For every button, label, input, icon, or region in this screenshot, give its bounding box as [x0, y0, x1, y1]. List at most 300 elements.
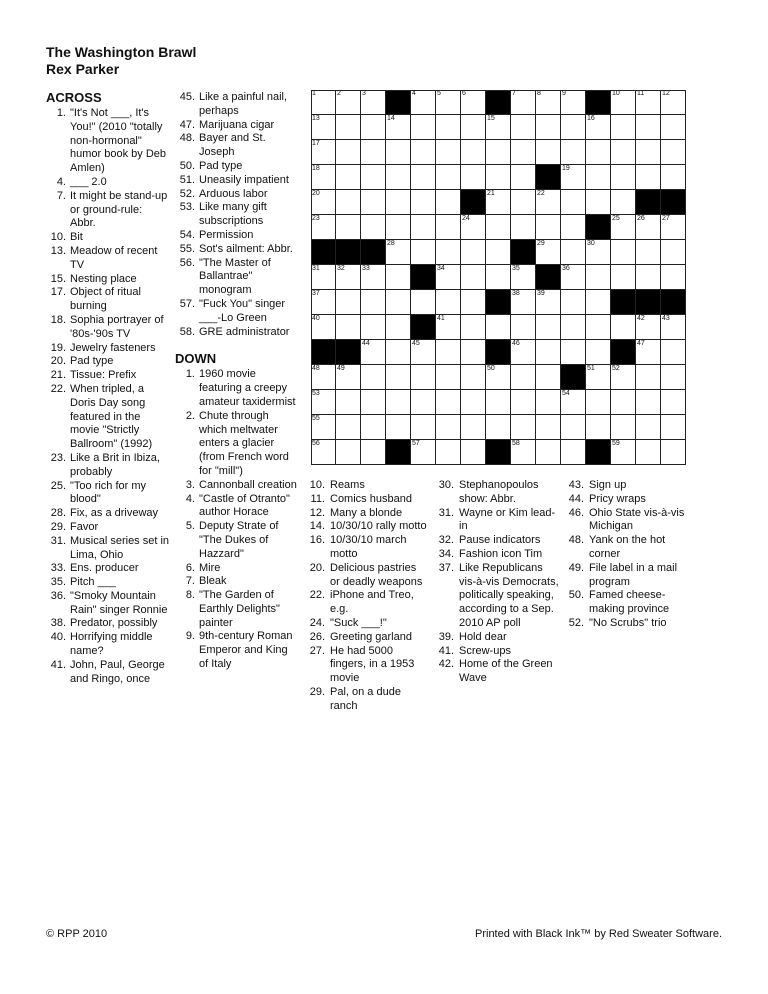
clue-item[interactable] [175, 326, 299, 340]
clue-item[interactable] [565, 562, 689, 590]
grid-cell[interactable] [636, 340, 661, 365]
grid-cell[interactable] [361, 340, 386, 365]
grid-cell[interactable] [336, 140, 361, 165]
grid-cell[interactable] [561, 415, 586, 440]
clue-item[interactable] [306, 631, 428, 645]
grid-cell[interactable] [311, 290, 336, 315]
grid-cell[interactable] [536, 140, 561, 165]
clue-text: Pricy wraps [589, 492, 646, 505]
clue-item[interactable] [46, 369, 170, 383]
grid-cell[interactable] [561, 440, 586, 465]
clue-item[interactable] [306, 534, 428, 562]
clue-text: 9th-century Roman Emperor and King of Italy [199, 630, 293, 671]
clue-item[interactable] [435, 534, 559, 548]
grid-cell[interactable] [486, 190, 511, 215]
grid-cell[interactable] [561, 315, 586, 340]
clue-text: Pad type [70, 355, 114, 368]
clue-item[interactable] [46, 314, 170, 342]
clue-item[interactable] [46, 231, 170, 245]
grid-cell[interactable] [336, 365, 361, 390]
grid-cell[interactable] [561, 265, 586, 290]
grid-cell[interactable] [386, 340, 411, 365]
grid-cell[interactable] [436, 215, 461, 240]
clue-item[interactable] [175, 368, 299, 409]
clue-item[interactable] [306, 479, 428, 493]
clue-item[interactable] [435, 507, 559, 535]
grid-cell[interactable] [411, 390, 436, 415]
grid-cell[interactable] [586, 315, 611, 340]
clue-text: Greeting garland [330, 630, 412, 643]
clue-item[interactable] [435, 548, 559, 562]
black-square [336, 240, 361, 265]
clue-item[interactable] [306, 520, 428, 534]
grid-cell[interactable] [511, 165, 536, 190]
grid-cell[interactable] [436, 340, 461, 365]
grid-cell[interactable] [511, 365, 536, 390]
grid-cell[interactable] [386, 165, 411, 190]
grid-cell[interactable] [636, 440, 661, 465]
grid-cell[interactable] [536, 190, 561, 215]
grid-cell[interactable] [561, 240, 586, 265]
grid-cell[interactable] [336, 290, 361, 315]
grid-cell[interactable] [386, 115, 411, 140]
grid-cell[interactable] [411, 90, 436, 115]
clue-item[interactable] [565, 479, 689, 493]
crossword-grid[interactable] [311, 90, 686, 465]
clue-item[interactable] [306, 507, 428, 521]
grid-cell[interactable] [336, 415, 361, 440]
clue-item[interactable] [306, 589, 428, 617]
grid-cell[interactable] [336, 115, 361, 140]
grid-cell[interactable] [361, 215, 386, 240]
grid-cell[interactable] [311, 165, 336, 190]
cell-number: 51 [587, 365, 595, 372]
clue-item[interactable] [175, 520, 299, 561]
grid-cell[interactable] [486, 265, 511, 290]
grid-cell[interactable] [461, 165, 486, 190]
clue-item[interactable] [46, 342, 170, 356]
grid-cell[interactable] [511, 390, 536, 415]
grid-cell[interactable] [411, 365, 436, 390]
clue-item[interactable] [46, 355, 170, 369]
grid-cell[interactable] [511, 265, 536, 290]
clue-text: Fix, as a driveway [70, 507, 159, 520]
grid-cell[interactable] [661, 415, 686, 440]
grid-cell[interactable] [586, 390, 611, 415]
clue-item[interactable] [435, 631, 559, 645]
clue-item[interactable] [175, 575, 299, 589]
clue-number: 40. [50, 631, 66, 644]
grid-cell[interactable] [536, 415, 561, 440]
clue-item[interactable] [435, 645, 559, 659]
grid-cell[interactable] [386, 315, 411, 340]
grid-cell[interactable] [586, 290, 611, 315]
grid-cell[interactable] [411, 190, 436, 215]
clue-item[interactable] [175, 174, 299, 188]
grid-cell[interactable] [461, 240, 486, 265]
clue-text: File label in a mail program [589, 561, 678, 588]
grid-cell[interactable] [361, 415, 386, 440]
clue-item[interactable] [175, 229, 299, 243]
grid-cell[interactable] [586, 165, 611, 190]
grid-cell[interactable] [436, 190, 461, 215]
grid-cell[interactable] [636, 390, 661, 415]
grid-cell[interactable] [586, 190, 611, 215]
grid-cell[interactable] [636, 315, 661, 340]
cell-number: 37 [312, 290, 320, 297]
cell-number: 31 [312, 265, 320, 272]
grid-cell[interactable] [436, 140, 461, 165]
clue-item[interactable] [46, 507, 170, 521]
grid-cell[interactable] [586, 365, 611, 390]
grid-cell[interactable] [661, 390, 686, 415]
clue-item[interactable] [46, 590, 170, 618]
black-square [561, 365, 586, 390]
clue-item[interactable] [46, 562, 170, 576]
grid-cell[interactable] [661, 165, 686, 190]
grid-cell[interactable] [436, 390, 461, 415]
grid-cell[interactable] [611, 90, 636, 115]
clue-item[interactable] [306, 562, 428, 590]
grid-cell[interactable] [436, 90, 461, 115]
cell-number: 23 [312, 215, 320, 222]
grid-cell[interactable] [486, 215, 511, 240]
clue-item[interactable] [175, 188, 299, 202]
grid-cell[interactable] [411, 140, 436, 165]
grid-cell[interactable] [536, 390, 561, 415]
grid-cell[interactable] [611, 215, 636, 240]
grid-cell[interactable] [511, 215, 536, 240]
grid-cell[interactable] [586, 115, 611, 140]
grid-cell[interactable] [561, 190, 586, 215]
clue-item[interactable] [435, 562, 559, 631]
clue-item[interactable] [306, 617, 428, 631]
cell-number: 34 [437, 265, 445, 272]
grid-cell[interactable] [661, 440, 686, 465]
grid-cell[interactable] [461, 265, 486, 290]
grid-cell[interactable] [511, 140, 536, 165]
grid-cell[interactable] [436, 365, 461, 390]
grid-cell[interactable] [611, 390, 636, 415]
clue-number: 17. [50, 286, 66, 299]
grid-cell[interactable] [361, 390, 386, 415]
grid-cell[interactable] [311, 365, 336, 390]
grid-cell[interactable] [561, 115, 586, 140]
black-square [386, 90, 411, 115]
grid-cell[interactable] [361, 440, 386, 465]
clue-item[interactable] [435, 479, 559, 507]
clue-number: 28. [50, 507, 66, 520]
clue-item[interactable] [46, 535, 170, 563]
grid-cell[interactable] [536, 115, 561, 140]
grid-cell[interactable] [486, 390, 511, 415]
clue-item[interactable] [175, 493, 299, 521]
grid-cell[interactable] [636, 240, 661, 265]
grid-cell[interactable] [436, 240, 461, 265]
grid-cell[interactable] [511, 440, 536, 465]
grid-cell[interactable] [611, 265, 636, 290]
grid-cell[interactable] [436, 315, 461, 340]
grid-cell[interactable] [386, 215, 411, 240]
grid-cell[interactable] [611, 440, 636, 465]
clue-item[interactable] [46, 617, 170, 631]
grid-cell[interactable] [461, 415, 486, 440]
clue-item[interactable] [46, 107, 170, 176]
grid-cell[interactable] [611, 415, 636, 440]
clue-item[interactable] [175, 562, 299, 576]
grid-cell[interactable] [411, 240, 436, 265]
grid-cell[interactable] [361, 140, 386, 165]
clue-item[interactable] [46, 576, 170, 590]
grid-cell[interactable] [611, 315, 636, 340]
clue-item[interactable] [306, 493, 428, 507]
grid-cell[interactable] [461, 315, 486, 340]
grid-cell[interactable] [536, 240, 561, 265]
clue-text: Chute through which meltwater enters a glacier (from French word for "mill") [199, 409, 289, 477]
clue-item[interactable] [175, 132, 299, 160]
grid-cell[interactable] [361, 190, 386, 215]
grid-cell[interactable] [661, 140, 686, 165]
grid-cell[interactable] [561, 90, 586, 115]
grid-cell[interactable] [411, 340, 436, 365]
grid-cell[interactable] [361, 165, 386, 190]
grid-cell[interactable] [461, 365, 486, 390]
clue-item[interactable] [175, 119, 299, 133]
grid-cell[interactable] [411, 290, 436, 315]
grid-cell[interactable] [561, 140, 586, 165]
clue-item[interactable] [565, 617, 689, 631]
grid-cell[interactable] [411, 440, 436, 465]
grid-cell[interactable] [486, 415, 511, 440]
grid-cell[interactable] [311, 115, 336, 140]
clue-text: John, Paul, George and Ringo, once [70, 658, 165, 685]
grid-cell[interactable] [486, 365, 511, 390]
grid-cell[interactable] [386, 190, 411, 215]
grid-cell[interactable] [636, 215, 661, 240]
grid-cell[interactable] [461, 140, 486, 165]
grid-cell[interactable] [361, 315, 386, 340]
clue-item[interactable] [46, 383, 170, 452]
grid-cell[interactable] [536, 90, 561, 115]
grid-cell[interactable] [386, 390, 411, 415]
grid-cell[interactable] [586, 265, 611, 290]
grid-cell[interactable] [386, 140, 411, 165]
clue-item[interactable] [46, 480, 170, 508]
clue-item[interactable] [175, 257, 299, 298]
grid-cell[interactable] [636, 165, 661, 190]
grid-cell[interactable] [611, 165, 636, 190]
printed-with-notice: Printed with Black Ink™ by Red Sweater Software. [475, 928, 722, 940]
grid-cell[interactable] [486, 240, 511, 265]
grid-cell[interactable] [661, 265, 686, 290]
grid-cell[interactable] [536, 215, 561, 240]
clue-item[interactable] [175, 589, 299, 630]
cell-number: 35 [512, 265, 520, 272]
grid-cell[interactable] [311, 440, 336, 465]
grid-cell[interactable] [336, 90, 361, 115]
clue-item[interactable] [46, 176, 170, 190]
grid-cell[interactable] [561, 290, 586, 315]
grid-cell[interactable] [586, 240, 611, 265]
grid-cell[interactable] [536, 315, 561, 340]
clue-item[interactable] [46, 245, 170, 273]
clue-text: Predator, possibly [70, 617, 158, 630]
clue-item[interactable] [306, 645, 428, 686]
grid-cell[interactable] [661, 315, 686, 340]
grid-cell[interactable] [511, 115, 536, 140]
grid-cell[interactable] [336, 440, 361, 465]
grid-cell[interactable] [386, 265, 411, 290]
grid-cell[interactable] [436, 115, 461, 140]
grid-cell[interactable] [336, 390, 361, 415]
grid-cell[interactable] [636, 115, 661, 140]
clue-item[interactable] [175, 91, 299, 119]
grid-cell[interactable] [336, 165, 361, 190]
grid-cell[interactable] [536, 365, 561, 390]
clue-text: Bleak [199, 575, 227, 588]
grid-cell[interactable] [411, 165, 436, 190]
grid-cell[interactable] [311, 215, 336, 240]
clue-item[interactable] [565, 507, 689, 535]
grid-cell[interactable] [311, 315, 336, 340]
grid-cell[interactable] [436, 165, 461, 190]
black-square [661, 190, 686, 215]
grid-cell[interactable] [361, 90, 386, 115]
grid-cell[interactable] [611, 365, 636, 390]
clue-number: 31. [50, 534, 66, 547]
clue-item[interactable] [46, 631, 170, 659]
grid-cell[interactable] [436, 290, 461, 315]
grid-cell[interactable] [611, 115, 636, 140]
clue-item[interactable] [46, 659, 170, 687]
grid-cell[interactable] [511, 190, 536, 215]
grid-cell[interactable] [336, 315, 361, 340]
grid-cell[interactable] [536, 440, 561, 465]
grid-cell[interactable] [436, 440, 461, 465]
grid-cell[interactable] [661, 90, 686, 115]
cell-number: 41 [437, 315, 445, 322]
grid-cell[interactable] [311, 90, 336, 115]
grid-cell[interactable] [561, 165, 586, 190]
grid-cell[interactable] [536, 340, 561, 365]
grid-cell[interactable] [336, 265, 361, 290]
grid-cell[interactable] [661, 365, 686, 390]
grid-cell[interactable] [561, 340, 586, 365]
clue-text: Like a Brit in Ibiza, probably [70, 451, 160, 478]
grid-cell[interactable] [636, 415, 661, 440]
grid-cell[interactable] [611, 190, 636, 215]
clue-item[interactable] [175, 298, 299, 326]
grid-cell[interactable] [511, 90, 536, 115]
clue-item[interactable] [175, 160, 299, 174]
grid-cell[interactable] [511, 415, 536, 440]
grid-cell[interactable] [486, 115, 511, 140]
clue-item[interactable] [565, 589, 689, 617]
clue-item[interactable] [175, 479, 299, 493]
grid-cell[interactable] [486, 165, 511, 190]
grid-cell[interactable] [361, 265, 386, 290]
grid-cell[interactable] [461, 115, 486, 140]
grid-cell[interactable] [611, 240, 636, 265]
clue-item[interactable] [565, 493, 689, 507]
clue-text: Mire [199, 561, 221, 574]
grid-cell[interactable] [336, 190, 361, 215]
clue-item[interactable] [306, 686, 428, 714]
grid-cell[interactable] [536, 290, 561, 315]
clue-item[interactable] [46, 452, 170, 480]
grid-cell[interactable] [511, 340, 536, 365]
grid-cell[interactable] [661, 215, 686, 240]
grid-cell[interactable] [411, 415, 436, 440]
clue-number: 14. [309, 520, 325, 533]
grid-cell[interactable] [386, 365, 411, 390]
grid-cell[interactable] [411, 115, 436, 140]
down-clues-column-4 [565, 479, 689, 631]
grid-cell[interactable] [361, 115, 386, 140]
grid-cell[interactable] [436, 265, 461, 290]
grid-cell[interactable] [461, 290, 486, 315]
grid-cell[interactable] [461, 90, 486, 115]
grid-cell[interactable] [386, 240, 411, 265]
grid-cell[interactable] [636, 365, 661, 390]
grid-cell[interactable] [336, 215, 361, 240]
clue-item[interactable] [565, 534, 689, 562]
grid-cell[interactable] [386, 415, 411, 440]
grid-cell[interactable] [636, 90, 661, 115]
clue-text: Fashion icon Tim [459, 547, 543, 560]
grid-cell[interactable] [511, 315, 536, 340]
grid-cell[interactable] [661, 240, 686, 265]
grid-cell[interactable] [661, 340, 686, 365]
clue-item[interactable] [175, 243, 299, 257]
clue-item[interactable] [46, 286, 170, 314]
grid-cell[interactable] [486, 315, 511, 340]
grid-cell[interactable] [661, 115, 686, 140]
clue-item[interactable] [175, 410, 299, 479]
clue-item[interactable] [46, 273, 170, 287]
clue-item[interactable] [435, 658, 559, 686]
grid-cell[interactable] [586, 140, 611, 165]
grid-cell[interactable] [586, 340, 611, 365]
grid-cell[interactable] [386, 290, 411, 315]
grid-cell[interactable] [636, 265, 661, 290]
grid-cell[interactable] [636, 140, 661, 165]
grid-cell[interactable] [461, 390, 486, 415]
clue-item[interactable] [46, 190, 170, 231]
grid-cell[interactable] [511, 290, 536, 315]
clue-item[interactable] [175, 630, 299, 671]
grid-cell[interactable] [436, 415, 461, 440]
grid-cell[interactable] [461, 215, 486, 240]
grid-cell[interactable] [461, 340, 486, 365]
grid-cell[interactable] [586, 415, 611, 440]
grid-cell[interactable] [311, 415, 336, 440]
grid-cell[interactable] [411, 215, 436, 240]
grid-cell[interactable] [561, 390, 586, 415]
grid-cell[interactable] [361, 290, 386, 315]
grid-cell[interactable] [311, 140, 336, 165]
grid-cell[interactable] [311, 190, 336, 215]
grid-cell[interactable] [486, 140, 511, 165]
grid-cell[interactable] [611, 140, 636, 165]
clue-item[interactable] [46, 521, 170, 535]
grid-cell[interactable] [311, 390, 336, 415]
grid-cell[interactable] [361, 365, 386, 390]
grid-cell[interactable] [311, 265, 336, 290]
clue-item[interactable] [175, 201, 299, 229]
grid-cell[interactable] [561, 215, 586, 240]
grid-cell[interactable] [461, 440, 486, 465]
